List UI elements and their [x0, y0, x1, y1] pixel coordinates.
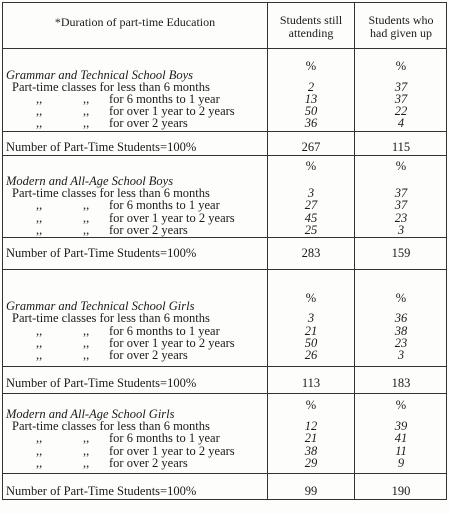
given-up-value: 3	[397, 348, 405, 362]
total-attending: 99	[304, 484, 318, 498]
attending-value: 2	[307, 80, 315, 94]
ditto-mark: ,,	[83, 324, 90, 338]
ditto-mark: ,,	[36, 211, 43, 225]
given-up-value: 39	[394, 419, 408, 433]
ditto-mark: ,,	[36, 324, 43, 338]
ditto-mark: ,,	[83, 348, 90, 362]
ditto-mark: ,,	[36, 431, 43, 445]
percent-sign-given-up: %	[395, 291, 407, 305]
given-up-value: 37	[394, 186, 408, 200]
ditto-mark: ,,	[36, 223, 43, 237]
attending-value: 26	[304, 348, 318, 362]
row-label: Part-time classes for less than 6 months	[12, 186, 210, 200]
ditto-mark: ,,	[36, 92, 43, 106]
row-label: Part-time classes for less than 6 months	[12, 80, 210, 94]
ditto-mark: ,,	[83, 116, 90, 130]
column-header-given-up-line2: had given up	[370, 26, 432, 40]
row-label: for over 2 years	[109, 348, 188, 362]
attending-value: 36	[304, 116, 318, 130]
section-total-rule	[2, 366, 447, 367]
attending-value: 38	[304, 444, 318, 458]
attending-value: 21	[304, 324, 318, 338]
section-total-rule	[2, 473, 447, 474]
column-header-given-up-line1: Students who	[368, 13, 434, 27]
percent-sign-attending: %	[305, 59, 317, 73]
percent-sign-given-up: %	[395, 159, 407, 173]
given-up-value: 41	[394, 431, 408, 445]
ditto-mark: ,,	[83, 336, 90, 350]
ditto-mark: ,,	[36, 336, 43, 350]
given-up-value: 11	[395, 444, 407, 458]
ditto-mark: ,,	[36, 456, 43, 470]
attending-value: 27	[304, 198, 318, 212]
percent-sign-attending: %	[305, 159, 317, 173]
total-given-up: 115	[391, 140, 411, 154]
total-label: Number of Part-Time Students=100%	[6, 246, 197, 260]
row-label: for 6 months to 1 year	[109, 198, 220, 212]
given-up-value: 9	[397, 456, 405, 470]
row-label: for over 2 years	[109, 223, 188, 237]
given-up-value: 37	[394, 92, 408, 106]
attending-value: 25	[304, 223, 318, 237]
total-given-up: 159	[391, 246, 411, 260]
total-attending: 113	[301, 376, 321, 390]
ditto-mark: ,,	[83, 92, 90, 106]
section-title: Grammar and Technical School Boys	[6, 68, 194, 82]
row-label: for 6 months to 1 year	[109, 324, 220, 338]
attending-value: 21	[304, 431, 318, 445]
percent-sign-attending: %	[305, 291, 317, 305]
ditto-mark: ,,	[83, 431, 90, 445]
total-given-up: 183	[391, 376, 411, 390]
column-header-given-up	[355, 14, 447, 40]
section-bottom-rule	[2, 269, 447, 270]
row-label: for over 1 year to 2 years	[109, 444, 235, 458]
percent-sign-attending: %	[305, 398, 317, 412]
ditto-mark: ,,	[36, 348, 43, 362]
column-header-attending-line2: attending	[288, 26, 334, 40]
section-title: Modern and All-Age School Boys	[6, 174, 174, 188]
attending-value: 50	[304, 336, 318, 350]
percent-sign-given-up: %	[395, 59, 407, 73]
given-up-value: 23	[394, 336, 408, 350]
percent-sign-given-up: %	[395, 398, 407, 412]
ditto-mark: ,,	[83, 211, 90, 225]
given-up-value: 37	[394, 80, 408, 94]
section-title: Modern and All-Age School Girls	[6, 407, 175, 421]
ditto-mark: ,,	[36, 116, 43, 130]
row-label: Part-time classes for less than 6 months	[12, 311, 210, 325]
row-label: for 6 months to 1 year	[109, 92, 220, 106]
total-attending: 283	[301, 246, 321, 260]
ditto-mark: ,,	[83, 198, 90, 212]
row-label: for 6 months to 1 year	[109, 431, 220, 445]
section-title: Grammar and Technical School Girls	[6, 299, 195, 313]
given-up-value: 3	[397, 223, 405, 237]
ditto-mark: ,,	[83, 444, 90, 458]
row-label: Part-time classes for less than 6 months	[12, 419, 210, 433]
row-label: for over 1 year to 2 years	[109, 104, 235, 118]
total-label: Number of Part-Time Students=100%	[6, 140, 197, 154]
given-up-value: 23	[394, 211, 408, 225]
total-label: Number of Part-Time Students=100%	[6, 376, 197, 390]
row-label: for over 2 years	[109, 456, 188, 470]
given-up-value: 37	[394, 198, 408, 212]
given-up-value: 38	[394, 324, 408, 338]
attending-value: 3	[307, 311, 315, 325]
attending-value: 13	[304, 92, 318, 106]
column-header-attending-line1: Students still	[279, 13, 343, 27]
total-label: Number of Part-Time Students=100%	[6, 484, 197, 498]
column-header-attending	[268, 14, 354, 40]
column-header-duration: *Duration of part-time Education	[54, 15, 216, 29]
given-up-value: 36	[394, 311, 408, 325]
total-attending: 267	[301, 140, 321, 154]
section-bottom-rule	[2, 393, 447, 394]
given-up-value: 22	[394, 104, 408, 118]
attending-value: 29	[304, 456, 318, 470]
ditto-mark: ,,	[83, 104, 90, 118]
header-rule	[2, 48, 447, 49]
ditto-mark: ,,	[83, 223, 90, 237]
attending-value: 3	[307, 186, 315, 200]
attending-value: 45	[304, 211, 318, 225]
total-given-up: 190	[391, 484, 411, 498]
ditto-mark: ,,	[36, 444, 43, 458]
attending-value: 50	[304, 104, 318, 118]
section-total-rule	[2, 131, 447, 132]
row-label: for over 1 year to 2 years	[109, 336, 235, 350]
ditto-mark: ,,	[36, 198, 43, 212]
row-label: for over 2 years	[109, 116, 188, 130]
ditto-mark: ,,	[83, 456, 90, 470]
ditto-mark: ,,	[36, 104, 43, 118]
given-up-value: 4	[397, 116, 405, 130]
section-bottom-rule	[2, 155, 447, 156]
attending-value: 12	[304, 419, 318, 433]
row-label: for over 1 year to 2 years	[109, 211, 235, 225]
section-total-rule	[2, 237, 447, 238]
